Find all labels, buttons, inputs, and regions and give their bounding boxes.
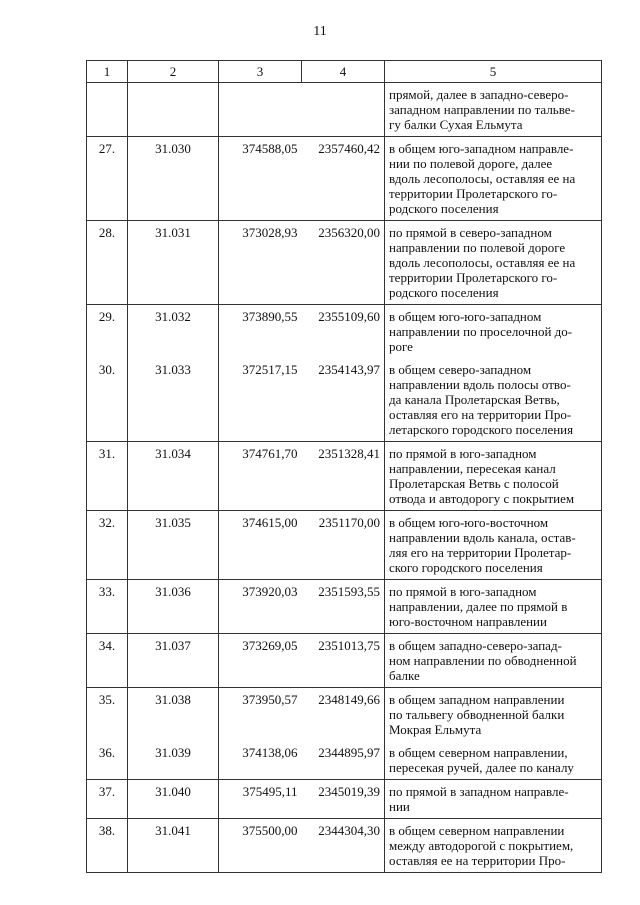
boundary-description-text: в общем юго-юго-западном направлении по проселочной до- роге — [389, 309, 573, 354]
row-number-text: 32. — [98, 515, 116, 530]
table-row — [87, 634, 602, 688]
boundary-description-text: в общем западно-северо-запад- ном направлении по обводненной балке — [389, 638, 577, 683]
coordinate-y-text: 2351593,55 — [318, 584, 380, 599]
point-code — [128, 511, 219, 580]
boundary-description-text: прямой, далее в западно-северо- западном направлении по тальве- гу балки Сухая Ельмута — [389, 87, 575, 132]
row-number-text: 38. — [98, 823, 116, 838]
coordinate-x — [219, 305, 302, 359]
boundary-description — [385, 780, 602, 819]
coordinate-x — [219, 511, 302, 580]
boundary-description-text: в общем северном направлении между автодорогой с покрытием, оставляя ее на территории Про- — [389, 823, 574, 868]
point-code — [128, 634, 219, 688]
point-code-text: 31.033 — [155, 362, 191, 377]
row-number-text: 37. — [98, 784, 116, 799]
boundary-description — [385, 688, 602, 742]
table-row — [87, 511, 602, 580]
row-number — [87, 137, 128, 221]
coordinate-x — [219, 580, 302, 634]
coordinate-x — [219, 221, 302, 305]
row-number-text: 31. — [98, 446, 116, 461]
point-code-text: 31.041 — [155, 823, 191, 838]
boundary-table — [86, 60, 602, 873]
table-row — [87, 137, 602, 221]
coordinate-x-text: 373890,55 — [242, 309, 298, 324]
table-row — [87, 741, 602, 780]
coordinate-y — [302, 511, 385, 580]
coordinate-x-text: 373950,57 — [242, 692, 298, 707]
coordinate-y-text: 2351328,41 — [318, 446, 380, 461]
point-code — [128, 741, 219, 780]
point-code-text: 31.034 — [155, 446, 191, 461]
boundary-description — [385, 511, 602, 580]
coordinate-x — [219, 688, 302, 742]
coordinate-x-text: 374615,00 — [242, 515, 298, 530]
coordinate-y-text: 2345019,39 — [318, 784, 380, 799]
coordinate-x — [219, 358, 302, 442]
row-number-text: 34. — [98, 638, 116, 653]
header-col-4: 4 — [302, 61, 385, 83]
row-number — [87, 780, 128, 819]
row-number — [87, 580, 128, 634]
boundary-description-text: в общем северо-западном направлении вдоль полосы отво- да канала Пролетарская Ветвь, оставляя его на территории Про- летарского городского поселения — [389, 362, 574, 437]
row-number — [87, 305, 128, 359]
boundary-description-text: в общем юго-юго-восточном направлении вдоль канала, остав- ляя его на территории Пролетар- ского городского поселения — [389, 515, 576, 575]
boundary-description-text: в общем юго-западном направле- нии по полевой дороге, далее вдоль лесополосы, оставляя ее на территории Пролетарского го- родского поселения — [389, 141, 576, 216]
row-number-text: 30. — [98, 362, 116, 377]
coordinate-y — [302, 741, 385, 780]
table-row — [87, 580, 602, 634]
boundary-description-text: в общем северном направлении, пересекая ручей, далее по каналу — [389, 745, 574, 775]
row-number — [87, 442, 128, 511]
boundary-description — [385, 580, 602, 634]
point-code — [128, 442, 219, 511]
coordinate-x — [219, 137, 302, 221]
coordinate-x-text: 373269,05 — [242, 638, 298, 653]
coordinate-y-text: 2344304,30 — [318, 823, 380, 838]
table-row — [87, 305, 602, 359]
coordinate-y — [302, 634, 385, 688]
point-code — [128, 221, 219, 305]
row-number-text: 33. — [98, 584, 116, 599]
coordinate-y-text: 2355109,60 — [318, 309, 380, 324]
table-row — [87, 688, 602, 742]
coordinate-y-text: 2351013,75 — [318, 638, 380, 653]
boundary-description-text: по прямой в северо-западном направлении по полевой дороге вдоль лесополосы, оставляя ее на территории Пролетарского го- родского поселения — [389, 225, 576, 300]
coordinate-x-text: 372517,15 — [242, 362, 298, 377]
row-number-text: 29. — [98, 309, 116, 324]
point-code-text: 31.040 — [155, 784, 191, 799]
point-code-text: 31.035 — [155, 515, 191, 530]
coordinate-x — [219, 442, 302, 511]
point-code — [128, 688, 219, 742]
coordinate-y-text: 2357460,42 — [318, 141, 380, 156]
row-number-text: 28. — [98, 225, 116, 240]
coordinate-x — [219, 741, 302, 780]
point-code — [128, 358, 219, 442]
coordinate-y — [302, 83, 385, 137]
table-row — [87, 358, 602, 442]
coordinate-y — [302, 780, 385, 819]
point-code-text: 31.031 — [155, 225, 191, 240]
point-code-text: 31.038 — [155, 692, 191, 707]
coordinate-x-text: 373920,03 — [242, 584, 298, 599]
coordinate-y — [302, 580, 385, 634]
point-code — [128, 83, 219, 137]
table-row — [87, 83, 602, 137]
row-number — [87, 741, 128, 780]
coordinate-x-text: 373028,93 — [242, 225, 298, 240]
boundary-description — [385, 83, 602, 137]
boundary-description — [385, 741, 602, 780]
boundary-description-text: по прямой в юго-западном направлении, далее по прямой в юго-восточном направлении — [389, 584, 568, 629]
boundary-description — [385, 305, 602, 359]
boundary-description-text: в общем западном направлении по тальвегу обводненной балки Мокрая Ельмута — [389, 692, 565, 737]
row-number-text: 27. — [98, 141, 116, 156]
coordinate-y — [302, 688, 385, 742]
point-code — [128, 137, 219, 221]
header-col-5: 5 — [385, 61, 602, 83]
table-row — [87, 442, 602, 511]
boundary-description-text: по прямой в юго-западном направлении, пересекая канал Пролетарская Ветвь с полосой отвода и автодорогу с покрытием — [389, 446, 575, 506]
row-number — [87, 688, 128, 742]
coordinate-y — [302, 819, 385, 873]
row-number — [87, 221, 128, 305]
point-code — [128, 819, 219, 873]
coordinate-x — [219, 819, 302, 873]
boundary-description-text: по прямой в западном направле- нии — [389, 784, 569, 814]
row-number — [87, 511, 128, 580]
header-col-2: 2 — [128, 61, 219, 83]
coordinate-x-text: 375495,11 — [242, 784, 298, 799]
coordinate-x-text: 374761,70 — [242, 446, 298, 461]
coordinate-x — [219, 634, 302, 688]
boundary-description — [385, 137, 602, 221]
coordinate-x-text: 374138,06 — [242, 745, 298, 760]
row-number — [87, 634, 128, 688]
coordinate-y-text: 2351170,00 — [318, 515, 380, 530]
header-col-1: 1 — [87, 61, 128, 83]
coordinate-y-text: 2356320,00 — [318, 225, 380, 240]
point-code — [128, 580, 219, 634]
coordinate-x-text: 375500,00 — [242, 823, 298, 838]
coordinate-x — [219, 83, 302, 137]
table-header-row — [87, 61, 602, 83]
coordinate-y — [302, 221, 385, 305]
boundary-description — [385, 819, 602, 873]
coordinate-y-text: 2354143,97 — [318, 362, 380, 377]
row-number — [87, 358, 128, 442]
coordinate-y — [302, 137, 385, 221]
header-col-3: 3 — [219, 61, 302, 83]
point-code — [128, 305, 219, 359]
page-number: 11 — [313, 24, 327, 39]
point-code-text: 31.032 — [155, 309, 191, 324]
point-code-text: 31.039 — [155, 745, 191, 760]
boundary-description — [385, 358, 602, 442]
row-number-text: 35. — [98, 692, 116, 707]
point-code — [128, 780, 219, 819]
coordinate-y-text: 2344895,97 — [318, 745, 380, 760]
coordinate-y — [302, 358, 385, 442]
boundary-description — [385, 442, 602, 511]
coordinate-y — [302, 305, 385, 359]
coordinate-x-text: 374588,05 — [242, 141, 298, 156]
row-number — [87, 83, 128, 137]
table-row — [87, 221, 602, 305]
row-number — [87, 819, 128, 873]
row-number-text: 36. — [98, 745, 116, 760]
table-row — [87, 819, 602, 873]
coordinate-y — [302, 442, 385, 511]
boundary-description — [385, 221, 602, 305]
coordinate-y-text: 2348149,66 — [318, 692, 380, 707]
point-code-text: 31.030 — [155, 141, 191, 156]
boundary-description — [385, 634, 602, 688]
point-code-text: 31.037 — [155, 638, 191, 653]
point-code-text: 31.036 — [155, 584, 191, 599]
table-row — [87, 780, 602, 819]
coordinate-x — [219, 780, 302, 819]
